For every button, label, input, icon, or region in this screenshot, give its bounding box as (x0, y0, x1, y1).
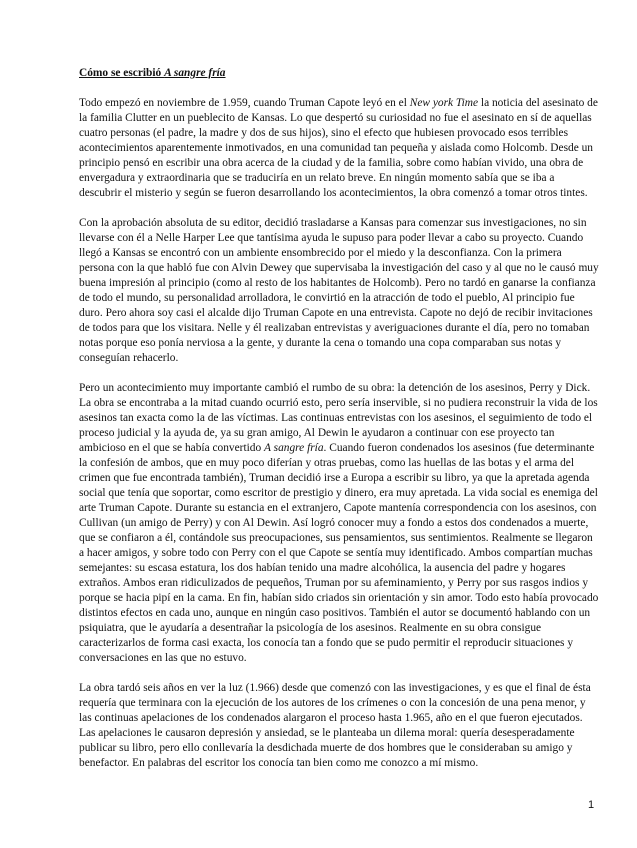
paragraph (79, 96, 599, 201)
title-text: Cómo se escribió (79, 67, 165, 79)
paragraph (79, 216, 599, 366)
italic-text: A sangre fría (264, 442, 324, 454)
paragraph (79, 681, 599, 771)
paragraphs (79, 96, 599, 771)
document-title (79, 66, 599, 81)
paragraph-text: Con la aprobación absoluta de su editor, decidió trasladarse a Kansas para comenzar sus investigaciones, no sin llevarse con él a Nelle Harper Lee que tantísima ayuda le supuso para poder llevar a cabo su proyecto. Cuando llegó a Kansas se encontró con un ambiente ensombrecido por el miedo y la desconfianza. Con la primera persona con la que habló fue con Alvin Dewey que supervisaba la investigación del caso y al que no le causó muy buena impresión al principio (como al resto de los habitantes de Holcomb). Pero no tardó en ganarse la confianza de todo el mundo, su personalidad arrolladora, le convirtió en la atracción de todo el pueblo, Al principio fue duro. Pero ahora soy casi el alcalde dijo Truman Capote en una entrevista. Capote no dejó de recibir invitaciones de todos para que los visitara. Nelle y él realizaban entrevistas y averiguaciones durante el día, pero no tomaban notas porque eso ponía nerviosa a la gente, y durante la cena o tomando una copa comparaban sus notas y conseguían rehacerlo. (79, 217, 599, 364)
title-book-name: A sangre fría (164, 67, 226, 79)
italic-text: New york Time (409, 97, 479, 109)
page-number: 1 (588, 799, 595, 811)
document-body (79, 66, 599, 786)
paragraph-text: La obra tardó seis años en ver la luz (1.966) desde que comenzó con las investigaciones, y es que el final de ésta requería que terminara con la ejecución de los autores de los crímenes o con la concesión de una pena menor, y las continuas apelaciones de los condenados alargaron el proceso hasta 1.965, año en el que fueron ejecutados. Las apelaciones le causaron depresión y ansiedad, se le planteaba un dilema moral: quería desesperadamente publicar su libro, pero ello conllevaría la desdichada muerte de dos hombres que le consideraban su amigo y benefactor. En palabras del escritor los conocía tan bien como me conozco a mí mismo. (79, 682, 591, 769)
paragraph-text: Todo empezó en noviembre de 1.959, cuando Truman Capote leyó en el (79, 97, 410, 109)
paragraph-text: . Cuando fueron condenados los asesinos (fue determinante la confesión de ambos, que en muy poco diferían y otras pruebas, como las huellas de las botas y el arma del crimen que fue encontrada también), Truman decidió irse a Europa a escribir su libro, ya que la apretada agenda social que tenía que soportar, como escritor de prestigio y dinero, era muy apretada. La vida social es enemiga del arte Truman Capote. Durante su estancia en el extranjero, Capote mantenía correspondencia con los asesinos, con Cullivan (un amigo de Perry) y con Al Dewin. Así logró conocer muy a fondo a estos dos condenados a muerte, que se confiaron a él, contándole sus preocupaciones, sus pensamientos, sus sentimientos. Realmente se llegaron a hacer amigos, y sobre todo con Perry con el que Capote se sentía muy identificado. Ambos compartían muchas semejantes: su escasa estatura, los dos habían tenido una madre alcohólica, la ausencia del padre y hogares extraños. Ambos eran ridiculizados de pequeños, Truman por su afeminamiento, y Perry por sus rasgos indios y porque se hacia pipí en la cama. En fin, habían sido criados sin orientación y sin amor. Todo esto había provocado distintos efectos en cada uno, aunque en ningún caso positivos. También el autor se documentó hablando con un psiquiatra, que le ayudaría a desentrañar la psicología de los asesinos. Realmente en su obra consigue caracterizarlos de forma casi exacta, los conocía tan a fondo que se pudo permitir el reproducir situaciones y conversaciones en las que no estuvo. (79, 442, 599, 664)
paragraph (79, 381, 599, 666)
paragraph-text: Pero un acontecimiento muy importante cambió el rumbo de su obra: la detención de los asesinos, Perry y Dick. La obra se encontraba a la mitad cuando ocurrió esto, pero sería inservible, si no pudiera reconstruir la vida de los asesinos tan exacta como la de las víctimas. Las continuas entrevistas con los asesinos, el seguimiento de todo el proceso judicial y la ayuda de, ya su gran amigo, Al Dewin le ayudaron a continuar con ese proyecto tan ambicioso en el que se había convertido (79, 382, 598, 454)
paragraph-text: la noticia del asesinato de la familia Clutter en un pueblecito de Kansas. Lo que despertó su curiosidad no fue el asesinato en sí de aquellas cuatro personas (el padre, la madre y dos de sus hijos), sino el efecto que hubiesen provocado esos terribles acontecimientos aparentemente inmotivados, en una comunidad tan pequeña y aislada como Holcomb. Desde un principio pensó en escribir una obra acerca de la ciudad y de la familia, sobre como habían vivido, una obra de envergadura y extraordinaria que se traduciría en un relato breve. En ningún momento sabía que se iba a descubrir el misterio y según se fueron desarrollando los acontecimientos, la obra comenzó a tomar otros tintes. (79, 97, 598, 199)
